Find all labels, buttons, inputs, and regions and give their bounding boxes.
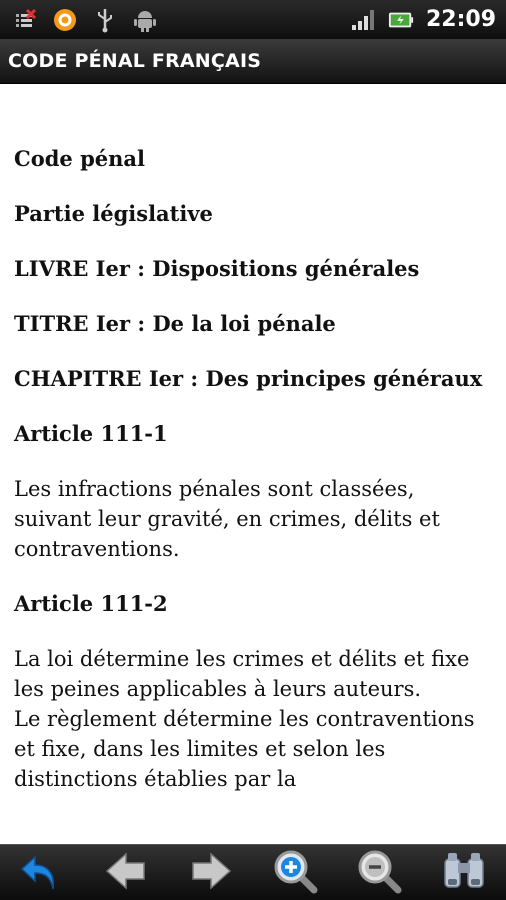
article-text-line: Le règlement détermine les contraventions et fixe, dans les limites et selon les distinctions établies par la [14, 707, 475, 791]
usb-icon [92, 7, 118, 33]
notification-x-icon [12, 7, 38, 33]
zoom-in-icon [272, 848, 318, 898]
heading-chapitre: CHAPITRE Ier : Des principes généraux [14, 366, 483, 391]
previous-icon [104, 851, 148, 895]
article-title: Article 111-2 [14, 591, 168, 616]
heading-code: Code pénal [14, 146, 145, 171]
next-icon [189, 851, 233, 895]
app-title: CODE PÉNAL FRANÇAIS [8, 50, 262, 72]
battery-charging-icon [388, 7, 414, 33]
status-clock: 22:09 [425, 7, 496, 32]
app-title-bar [0, 39, 506, 84]
article-title: Article 111-1 [14, 421, 168, 446]
next-button[interactable] [176, 845, 246, 900]
zoom-out-icon [356, 848, 402, 898]
heading-partie: Partie législative [14, 201, 213, 226]
search-binoculars-icon [441, 849, 487, 897]
zoom-out-button[interactable] [344, 845, 414, 900]
app-circle-icon [52, 7, 78, 33]
search-button[interactable] [429, 845, 499, 900]
previous-button[interactable] [91, 845, 161, 900]
back-button[interactable] [7, 845, 77, 900]
android-icon [132, 7, 158, 33]
heading-livre: LIVRE Ier : Dispositions générales [14, 256, 420, 281]
zoom-in-button[interactable] [260, 845, 330, 900]
bottom-toolbar [0, 844, 506, 900]
heading-titre: TITRE Ier : De la loi pénale [14, 311, 336, 336]
article-text-line: La loi détermine les crimes et délits et fixe les peines applicables à leurs auteurs. [14, 647, 470, 701]
article-text: Les infractions pénales sont classées, suivant leur gravité, en crimes, délits et contraventions. [14, 477, 440, 561]
back-icon [19, 849, 65, 897]
status-bar [0, 0, 506, 39]
article-text [14, 644, 492, 794]
signal-icon [350, 7, 376, 33]
document-view[interactable] [0, 84, 506, 844]
